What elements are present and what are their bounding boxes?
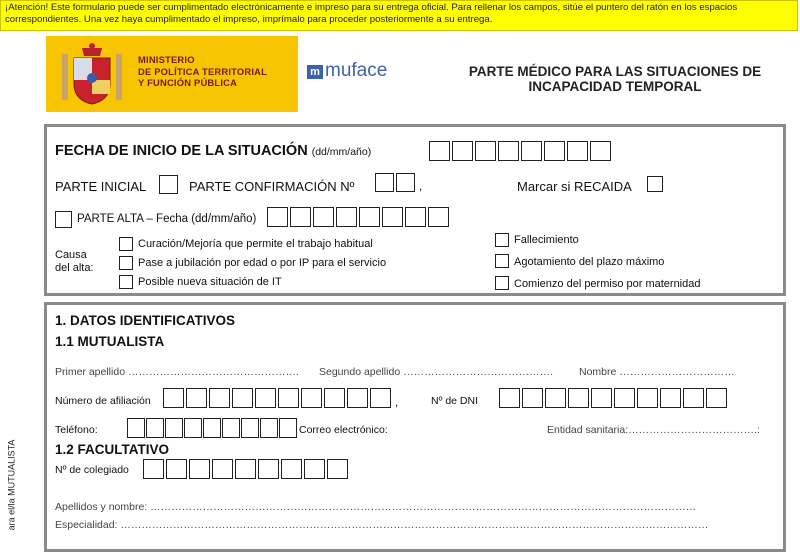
parte-alta-date-input[interactable] (267, 207, 451, 227)
muface-logo (307, 60, 387, 82)
cause-agotamiento-checkbox[interactable] (495, 254, 509, 268)
dni-input[interactable] (499, 388, 729, 408)
side-label: ara el/la MUTUALISTA (6, 439, 17, 531)
facultativo-heading: 1.2 FACULTATIVO (55, 442, 170, 457)
num-afiliacion-label: Número de afiliación (55, 395, 151, 407)
dni-label: Nº de DNI (431, 395, 479, 407)
colegiado-input[interactable] (143, 459, 350, 479)
title-line-2: INCAPACIDAD TEMPORAL (528, 79, 702, 94)
recaida-checkbox[interactable] (647, 176, 663, 192)
section-heading: 1. DATOS IDENTIFICATIVOS (55, 313, 236, 328)
parte-inicial-label: PARTE INICIAL (55, 179, 147, 194)
cause-fallecimiento-checkbox[interactable] (495, 233, 509, 247)
afiliacion-suffix: , (395, 397, 399, 409)
ministry-name (138, 54, 267, 89)
ministry-line-1: MINISTERIO (138, 54, 195, 65)
recaida-label: Marcar si RECAIDA (517, 179, 632, 194)
ministry-line-2: DE POLÍTICA TERRITORIAL (138, 65, 268, 77)
parte-confirmacion-label: PARTE CONFIRMACIÓN Nº (189, 179, 355, 194)
colegiado-label: Nº de colegiado (55, 464, 129, 476)
primer-apellido-field[interactable]: Primer apellido …………………………………………. (55, 366, 299, 378)
correo-label: Correo electrónico: (299, 424, 388, 436)
cause-nueva-it-checkbox[interactable] (119, 275, 133, 289)
cause-maternidad-label: Comienzo del permiso por maternidad (514, 278, 701, 290)
fecha-inicio-label: FECHA DE INICIO DE LA SITUACIÓN (dd/mm/año) (55, 143, 372, 159)
document-title (430, 64, 800, 94)
cause-curacion-checkbox[interactable] (119, 237, 133, 251)
mutualista-heading: 1.1 MUTUALISTA (55, 334, 165, 349)
parte-confirmacion-input[interactable] (375, 173, 417, 192)
telefono-label: Teléfono: (55, 424, 98, 436)
nombre-field[interactable]: Nombre …………………………… (579, 366, 735, 378)
apellidos-nombre-field[interactable]: Apellidos y nombre: ………………………………………………………………………………………………………………………………………… (55, 501, 697, 513)
parte-inicial-checkbox[interactable] (159, 175, 178, 194)
entidad-sanitaria-field[interactable]: Entidad sanitaria:……………………………….: (547, 424, 760, 436)
parte-alta-label: PARTE ALTA – Fecha (dd/mm/año) (77, 213, 257, 225)
num-afiliacion-input[interactable] (163, 388, 393, 408)
telefono-input[interactable] (127, 418, 298, 438)
causa-alta-label: Causa del alta: (55, 249, 94, 274)
cause-agotamiento-label: Agotamiento del plazo máximo (514, 256, 665, 268)
ministry-logo (46, 36, 298, 112)
confirmacion-suffix: , (419, 181, 423, 193)
title-line-1: PARTE MÉDICO PARA LAS SITUACIONES DE (468, 64, 762, 79)
situation-panel (44, 124, 786, 296)
cause-jubilacion-checkbox[interactable] (119, 256, 133, 270)
cause-curacion-label: Curación/Mejoría que permite el trabajo habitual (138, 238, 373, 250)
especialidad-field[interactable]: Especialidad: …………………………………………………………………………………………………………………………………………………… (55, 519, 709, 531)
cause-fallecimiento-label: Fallecimiento (514, 234, 579, 246)
notice-banner: ¡Atención! Este formulario puede ser cumplimentado electrónicamente e impreso para su entrega oficial. Para rellenar los campos, sitúe el puntero del ratón en los espacios correspondientes. Una vez haya cumplimentado el impreso, imprímalo para proceder posteriormente a su entrega. (0, 0, 798, 31)
fecha-inicio-input[interactable] (429, 141, 613, 161)
cause-jubilacion-label: Pase a jubilación por edad o por IP para el servicio (138, 257, 387, 269)
coat-of-arms-icon (60, 40, 124, 108)
ministry-line-3: Y FUNCIÓN PÚBLICA (138, 77, 238, 88)
muface-text: muface (325, 60, 388, 81)
cause-maternidad-checkbox[interactable] (495, 276, 509, 290)
identification-panel (44, 302, 786, 552)
parte-alta-checkbox[interactable] (55, 211, 72, 228)
cause-nueva-it-label: Posible nueva situación de IT (138, 276, 282, 288)
segundo-apellido-field[interactable]: Segundo apellido ……………………………………. (319, 366, 553, 378)
muface-mark-icon: m (307, 65, 323, 79)
